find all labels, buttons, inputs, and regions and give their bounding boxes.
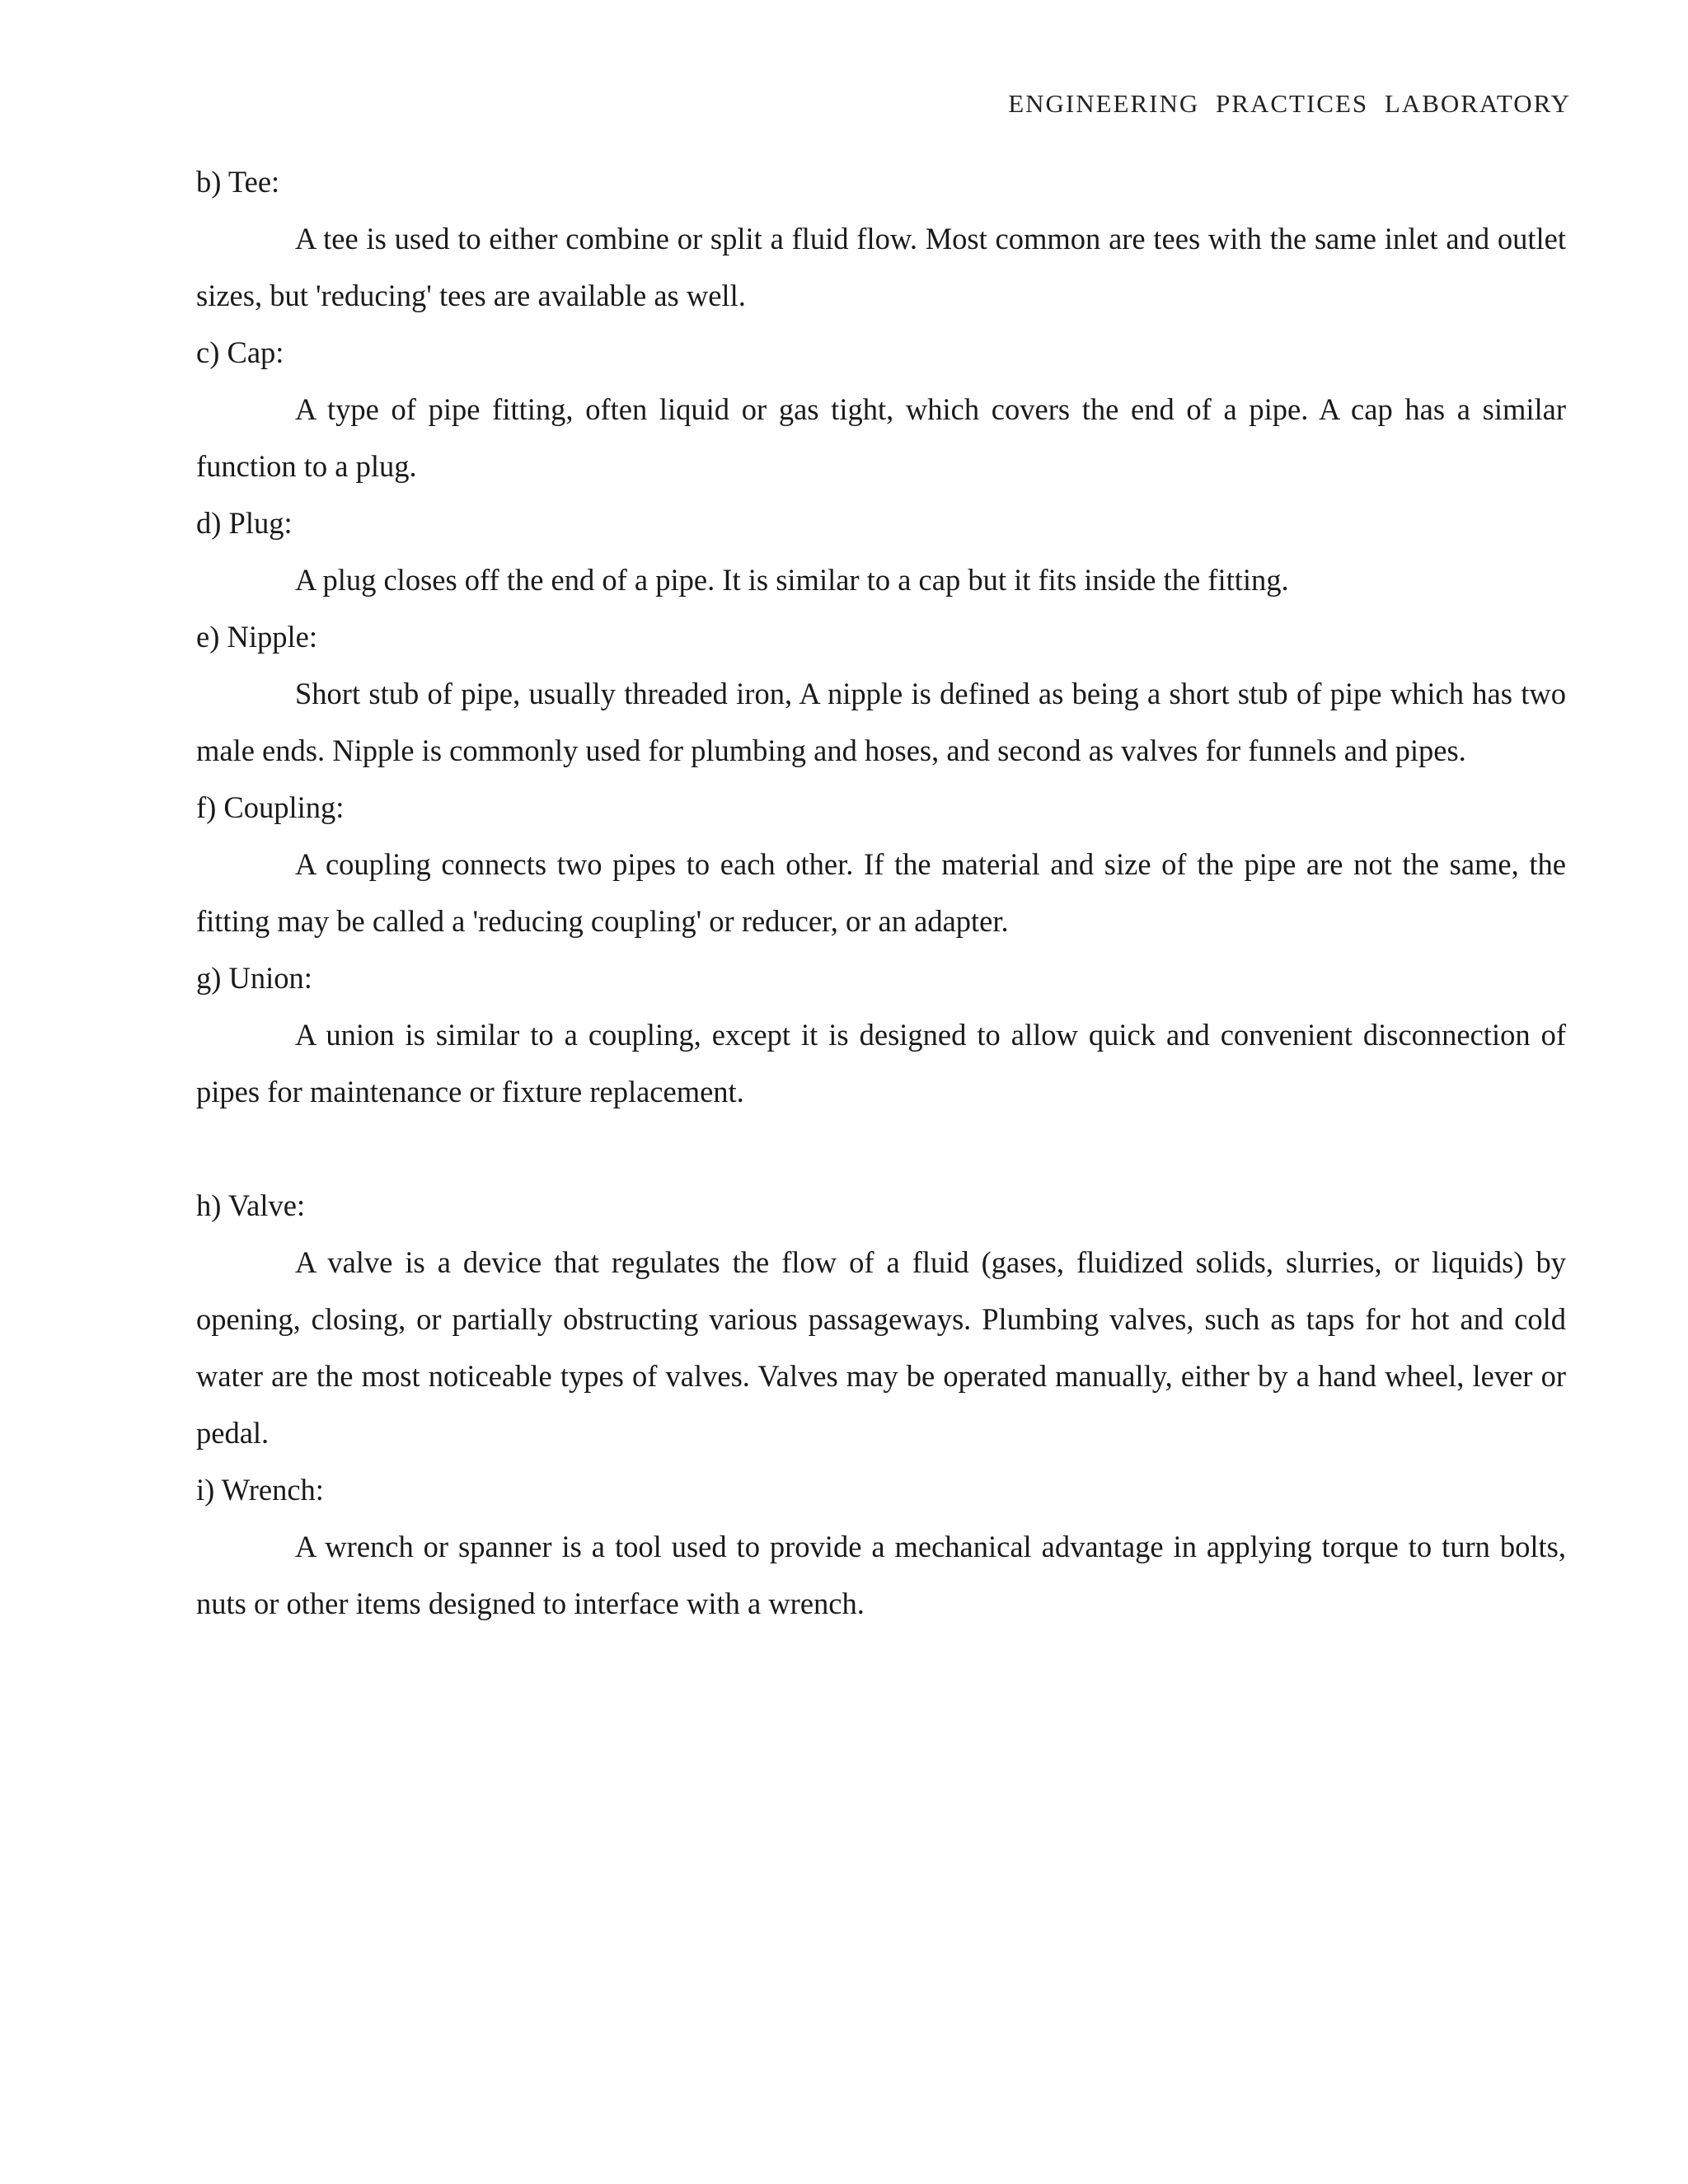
section-heading: e) Nipple:: [196, 620, 317, 654]
section-plug: [196, 494, 1566, 608]
section-heading: c) Cap:: [196, 335, 284, 369]
section-nipple: [196, 608, 1566, 779]
running-header: ENGINEERING PRACTICES LABORATORY: [1008, 89, 1571, 118]
section-heading: f) Coupling:: [196, 790, 345, 824]
section-paragraph: A plug closes off the end of a pipe. It is similar to a cap but it fits inside the fitting.: [295, 563, 1289, 597]
section-paragraph: A coupling connects two pipes to each other. If the material and size of the pipe are not the same, the fitting may be called a 'reducing coupling' or reducer, or an adapter.: [196, 847, 1566, 938]
section-heading: i) Wrench:: [196, 1473, 324, 1507]
section-paragraph: A union is similar to a coupling, except it is designed to allow quick and convenient disconnection of pipes for maintenance or fixture replacement.: [196, 1018, 1566, 1108]
section-paragraph: A wrench or spanner is a tool used to provide a mechanical advantage in applying torque to turn bolts, nuts or other items designed to interface with a wrench.: [196, 1530, 1566, 1620]
section-paragraph: A tee is used to either combine or split a fluid flow. Most common are tees with the same inlet and outlet sizes, but 'reducing' tees are available as well.: [196, 222, 1566, 312]
section-union: [196, 949, 1566, 1120]
document-body: [196, 153, 1566, 1632]
section-heading: h) Valve:: [196, 1188, 306, 1222]
section-paragraph: Short stub of pipe, usually threaded iron, A nipple is defined as being a short stub of pipe which has two male ends. Nipple is commonly used for plumbing and hoses, and second as valves for funnels and pipes.: [196, 677, 1566, 767]
section-heading: d) Plug:: [196, 506, 293, 540]
section-tee: [196, 153, 1566, 324]
section-valve: [196, 1177, 1566, 1461]
section-paragraph: A type of pipe fitting, often liquid or gas tight, which covers the end of a pipe. A cap has a similar function to a plug.: [196, 392, 1566, 483]
section-wrench: [196, 1461, 1566, 1632]
section-spacer: [196, 1120, 1566, 1177]
section-cap: [196, 324, 1566, 494]
section-heading: g) Union:: [196, 961, 312, 995]
section-paragraph: A valve is a device that regulates the flow of a fluid (gases, fluidized solids, slurries, or liquids) by opening, closing, or partially obstructing various passageways. Plumbing valves, such as taps for hot and cold water are the most noticeable types of valves. Valves may be operated manually, either by a hand wheel, lever or pedal.: [196, 1245, 1566, 1450]
section-heading: b) Tee:: [196, 165, 280, 199]
section-coupling: [196, 779, 1566, 949]
